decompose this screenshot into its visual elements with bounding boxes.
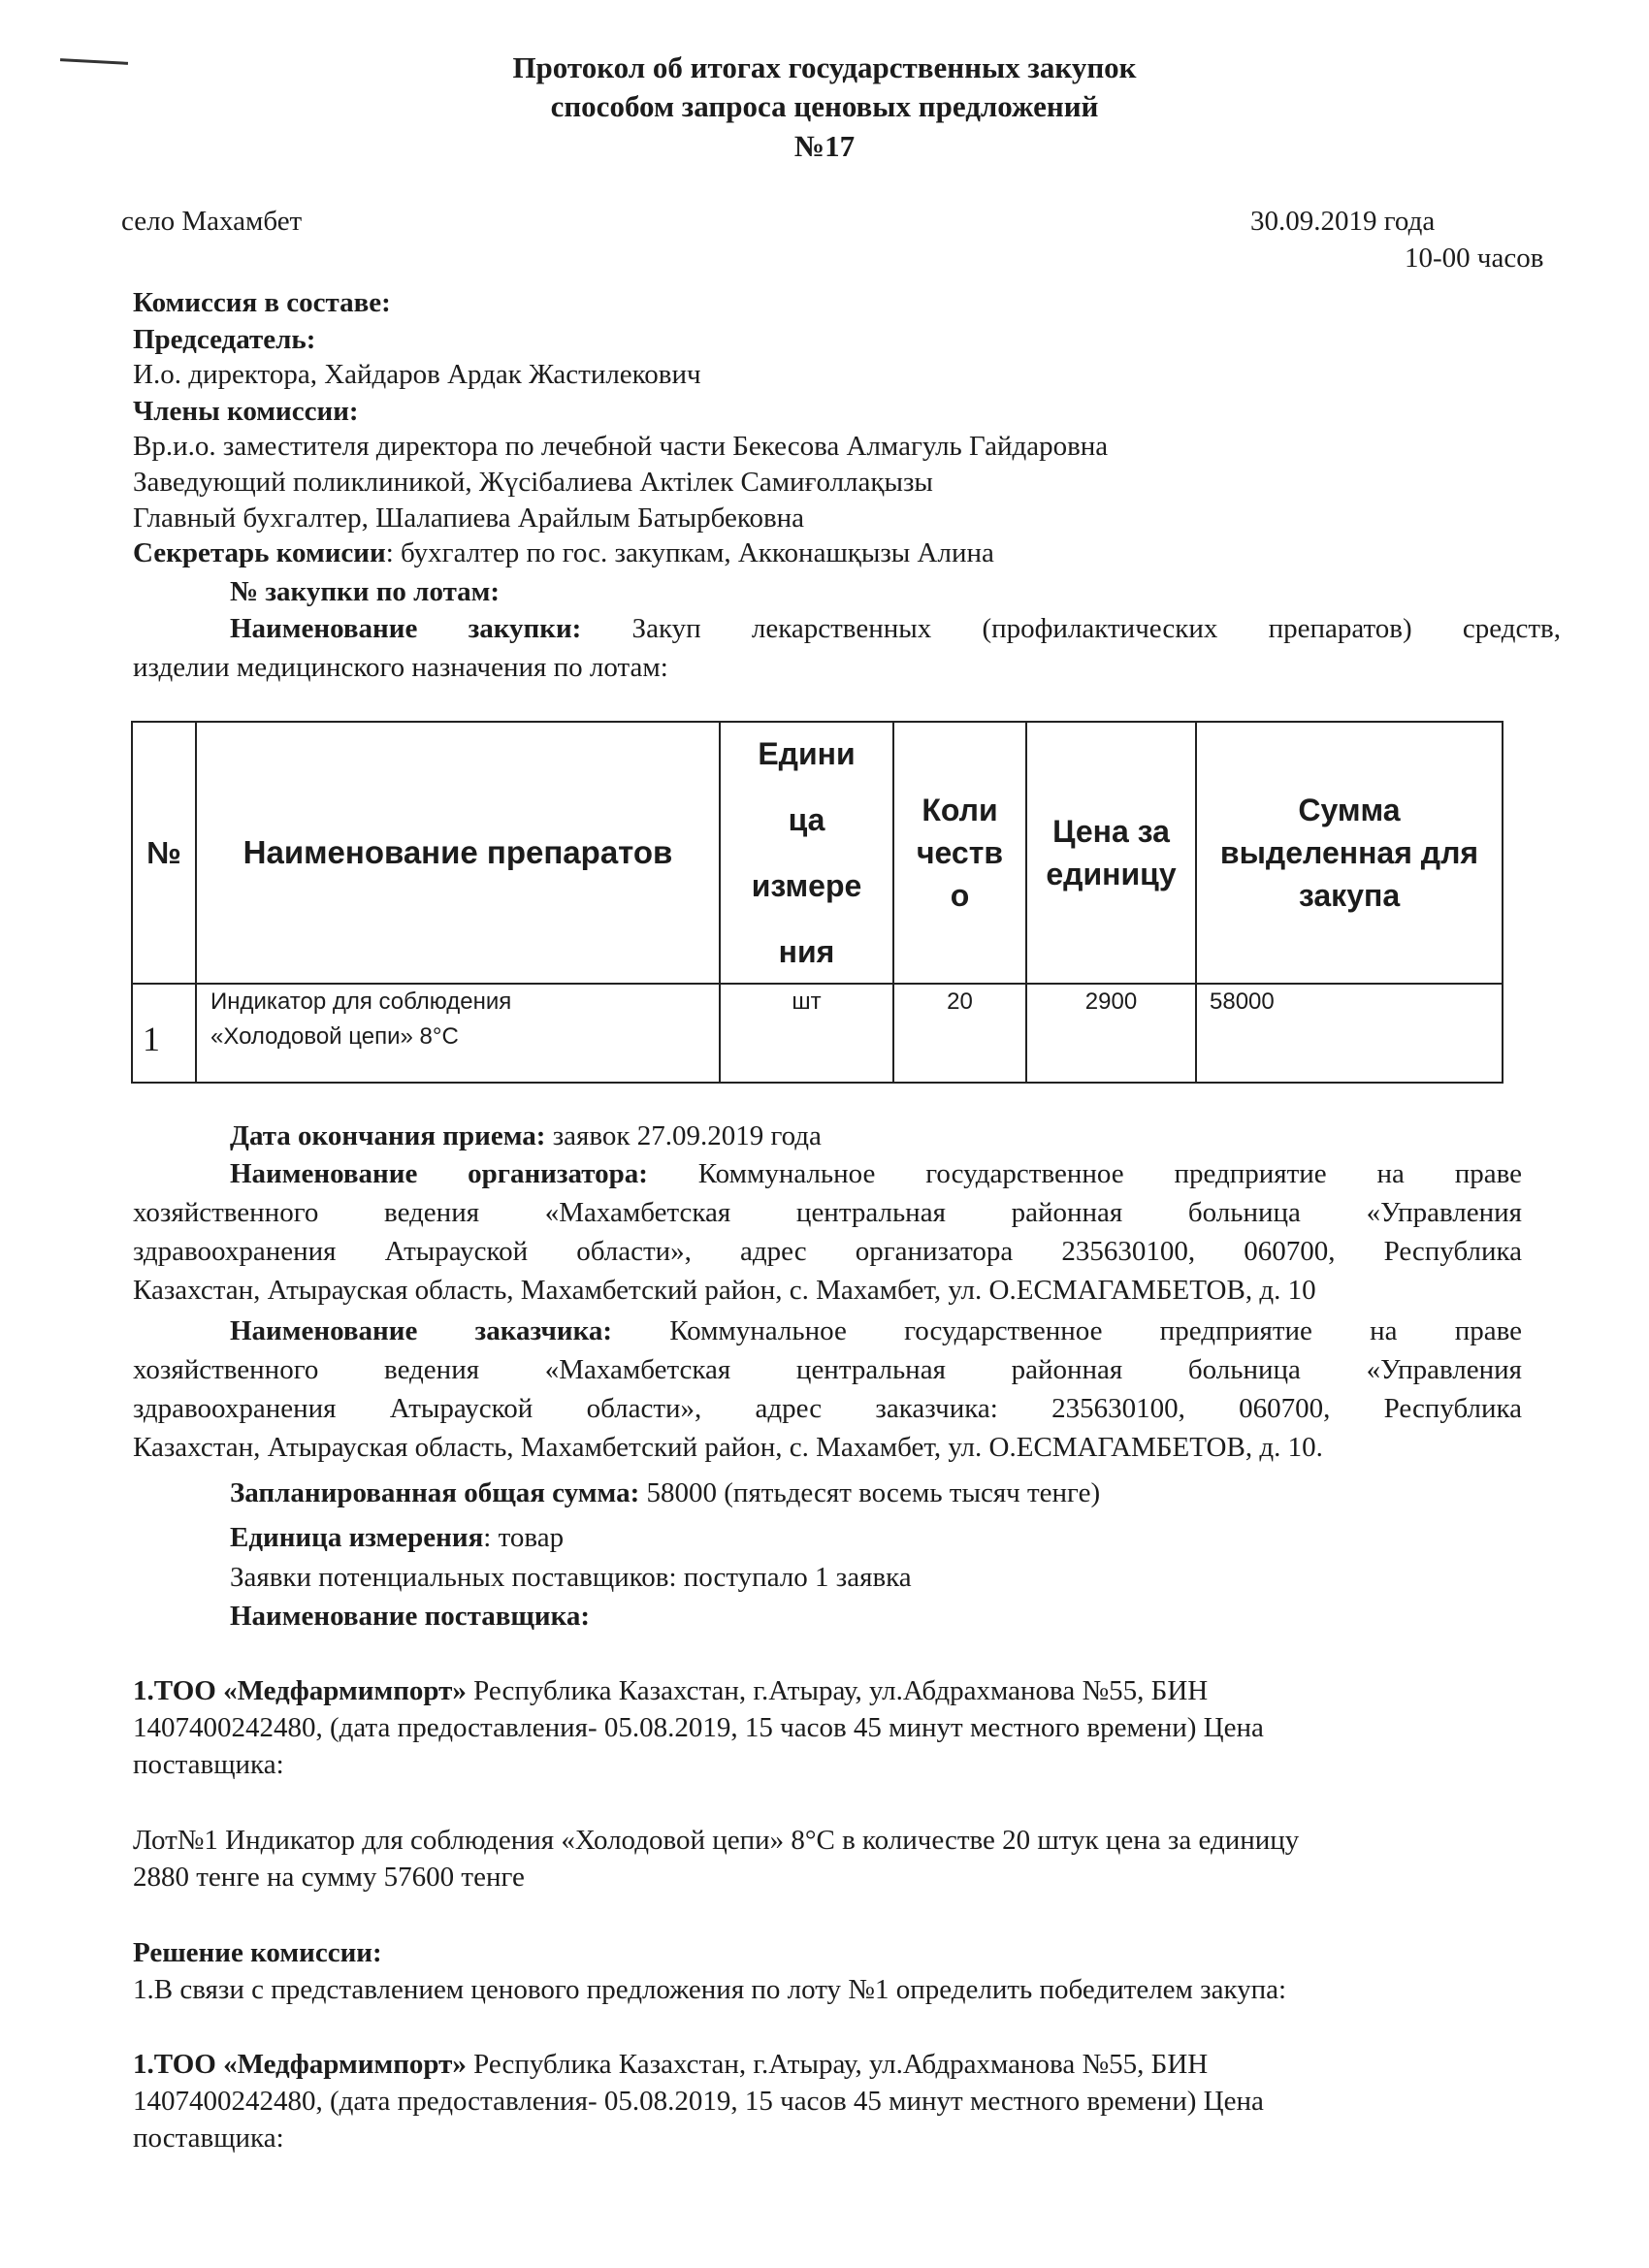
member-2: Заведующий поликлиникой, Жүсібалиева Актілек Самиғоллақызы: [133, 467, 933, 498]
date: 30.09.2019 года: [1250, 206, 1436, 237]
members-label: Члены комиссии:: [133, 396, 359, 427]
total-line: [230, 1477, 1100, 1509]
winner-line-1: 1.ТОО «Медфармимпорт» Республика Казахстан, г.Атырау, ул.Абдрахманова №55, БИН: [133, 2049, 1209, 2080]
organizer-line-1: Наименование организатора: Коммунальное государственное предприятие на праве: [230, 1158, 1522, 1189]
unit-label: Единица измерения: [230, 1522, 484, 1553]
decision-text: 1.В связи с представлением ценового предложения по лоту №1 определить победителем закупа:: [133, 1974, 1287, 2005]
lots-label: № закупки по лотам:: [230, 576, 501, 607]
customer-line-3: здравоохранения Атырауской области», адрес заказчика: 235630100, 060700, Республика: [133, 1393, 1522, 1424]
cell-sum: 58000: [1210, 988, 1275, 1015]
organizer-label: Наименование организатора:: [230, 1158, 648, 1189]
col-header-price: Цена за единицу: [1046, 814, 1177, 891]
secretary-label: Секретарь комисии: [133, 537, 386, 568]
deadline-label: Дата окончания приема:: [230, 1120, 546, 1151]
cell-name: Индикатор для соблюдения «Холодовой цепи» 8°С: [210, 988, 512, 1050]
place: село Махамбет: [121, 206, 303, 237]
commission-heading: Комиссия в составе:: [133, 287, 391, 318]
member-3: Главный бухгалтер, Шалапиева Арайлым Батырбековна: [133, 502, 805, 534]
supplier-line-3: поставщика:: [133, 1749, 284, 1780]
organizer-line-4: Казахстан, Атырауская область, Махамбетский район, с. Махамбет, ул. О.ЕСМАГАМБЕТОВ, д. 10: [133, 1275, 1316, 1306]
member-1: Вр.и.о. заместителя директора по лечебной части Бекесова Алмагуль Гайдаровна: [133, 431, 1109, 462]
unit-line: [230, 1522, 564, 1554]
supplier-line-1: 1.ТОО «Медфармимпорт» Республика Казахстан, г.Атырау, ул.Абдрахманова №55, БИН: [133, 1675, 1209, 1706]
cell-qty: 20: [947, 988, 973, 1015]
organizer-line-2: хозяйственного ведения «Махамбетская центральная районная больница «Управления: [133, 1197, 1522, 1228]
col-header-name: Наименование препаратов: [242, 834, 673, 870]
deadline: заявок 27.09.2019 года: [545, 1120, 822, 1151]
winner-line-2: 1407400242480, (дата предоставления- 05.08.2019, 15 часов 45 минут местного времени) Цена: [133, 2086, 1264, 2117]
winner-line-3: поставщика:: [133, 2122, 284, 2154]
lot-offer-line-2: 2880 тенге на сумму 57600 тенге: [133, 1862, 525, 1893]
supplier-line-2: 1407400242480, (дата предоставления- 05.08.2019, 15 часов 45 минут местного времени) Цена: [133, 1712, 1264, 1743]
title-line-1: Протокол об итогах государственных закупок: [512, 50, 1137, 84]
winner-name: 1.ТОО «Медфармимпорт»: [133, 2049, 467, 2080]
cell-num: 1: [143, 1020, 160, 1058]
col-header-qty: Коли честв о: [916, 793, 1004, 913]
supplier-label: Наименование поставщика:: [230, 1601, 591, 1632]
chair: И.о. директора, Хайдаров Ардак Жастилекович: [133, 359, 701, 390]
total-label: Запланированная общая сумма:: [230, 1477, 640, 1508]
customer-line-4: Казахстан, Атырауская область, Махамбетский район, с. Махамбет, ул. О.ЕСМАГАМБЕТОВ, д. 10.: [133, 1432, 1323, 1463]
customer-label: Наименование заказчика:: [230, 1315, 613, 1346]
col-header-num: №: [146, 835, 181, 870]
decision-label: Решение комиссии:: [133, 1937, 382, 1968]
title-line-2: способом запроса ценовых предложений: [550, 89, 1099, 123]
cell-price: 2900: [1084, 988, 1138, 1015]
time: 10-00 часов: [1405, 243, 1544, 274]
lots-table: [131, 721, 1504, 1084]
secretary-line: [133, 537, 994, 569]
procurement-name-line-1: Наименование закупки: Закуп лекарственных (профилактических препаратов) средств,: [230, 613, 1561, 644]
deadline-line: [230, 1120, 822, 1152]
col-header-sum: Сумма выделенная для закупа: [1219, 793, 1479, 913]
customer-line-2: хозяйственного ведения «Махамбетская центральная районная больница «Управления: [133, 1354, 1522, 1385]
col-header-unit: Едини ца измере ния: [751, 736, 862, 969]
title-line-3: №17: [793, 129, 856, 163]
lot-offer-line-1: Лот№1 Индикатор для соблюдения «Холодовой цепи» 8°С в количестве 20 штук цена за единицу: [133, 1825, 1300, 1856]
supplier-name: 1.ТОО «Медфармимпорт»: [133, 1675, 467, 1706]
cell-unit: шт: [792, 988, 822, 1015]
procurement-name-line-2: изделии медицинского назначения по лотам:: [133, 652, 668, 683]
total: 58000 (пятьдесят восемь тысяч тенге): [639, 1477, 1101, 1508]
chair-label: Председатель:: [133, 324, 316, 355]
procurement-name-label: Наименование закупки:: [230, 613, 582, 644]
bids: Заявки потенциальных поставщиков: поступало 1 заявка: [230, 1562, 912, 1593]
customer-line-1: Наименование заказчика: Коммунальное государственное предприятие на праве: [230, 1315, 1522, 1346]
unit: : товар: [483, 1522, 565, 1553]
organizer-line-3: здравоохранения Атырауской области», адрес организатора 235630100, 060700, Республика: [133, 1236, 1522, 1267]
secretary: : бухгалтер по гос. закупкам, Акконашқызы Алина: [385, 537, 994, 568]
